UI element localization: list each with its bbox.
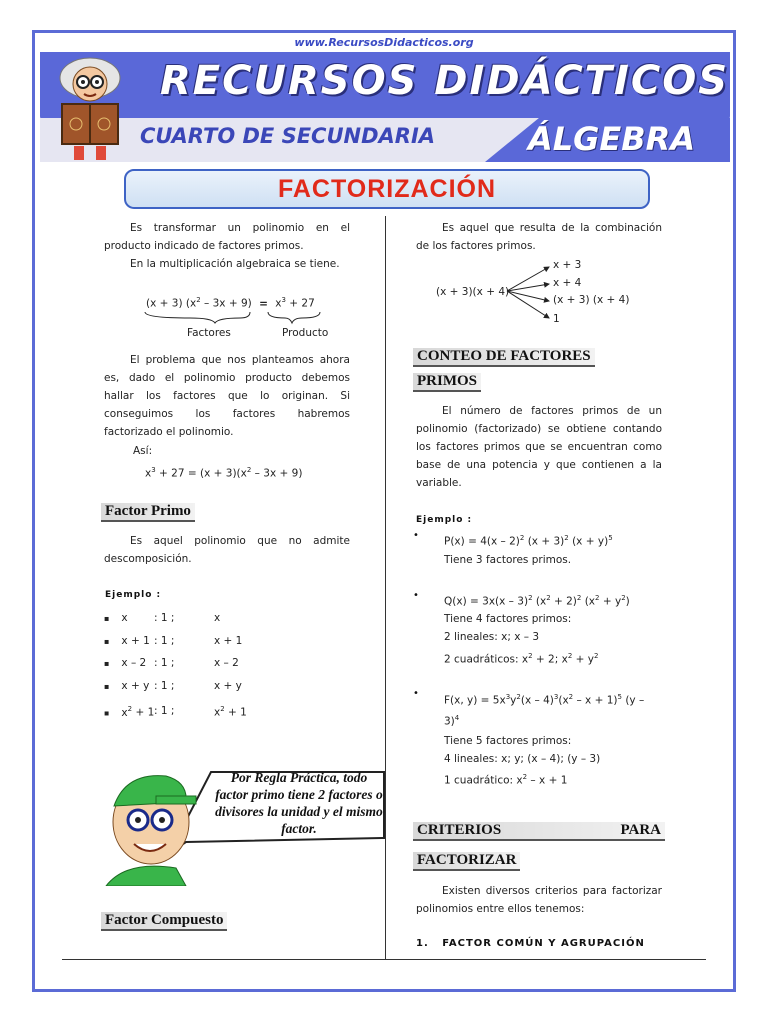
tree-leaf-4: 1 [553,313,560,325]
page-title: FACTORIZACIÓN [277,175,497,203]
professor-mascot-icon [44,54,136,164]
factor-primo-example-row: ▪ x + 1 : 1 ; x + 1 [104,635,243,647]
factor-primo-example-row: ▪ x – 2 : 1 ; x – 2 [104,657,239,669]
example-p-count: Tiene 3 factores primos. [444,554,572,566]
rule-bubble-text: Por Regla Práctica, todo factor primo tiene 2 factores o divisores la unidad y el mismo factor. [215,770,383,836]
example-q: Q(x) = 3x(x – 3)$^2$ $(x^2 + 2)^2$ $(x^2 + y^2)$ [444,594,630,608]
header-subject: ÁLGEBRA [528,120,696,158]
example-f-line-1: Tiene 5 factores primos: [444,735,572,747]
equation-main: (x + 3) $(x^2 - 3x + 9) = x^3 + 27$ [146,296,315,310]
label-factores: Factores [187,327,231,339]
heading-criterios-1: CRITERIOS PARA [413,822,665,841]
example-q-line-1: Tiene 4 factores primos: [444,613,572,625]
example-f: F(x, $y) = 5x^3y^2(x - 4)^3(x^2 - x + 1)^5$ (y – [444,693,645,707]
tree-arrows [505,262,555,322]
intro-paragraph-2: En la multiplicación algebraica se tiene. [130,258,340,270]
heading-criterios-2: FACTORIZAR [413,852,520,871]
equation-braces [140,310,340,326]
example-f-quad: 1 cuadrático: $x^2 - x + 1$ [444,773,568,787]
site-url: www.RecursosDidacticos.org [294,36,474,49]
heading-conteo-2: PRIMOS [413,373,481,392]
tree-leaf-3: (x + 3) (x + 4) [553,294,630,306]
factor-primo-example-row: ▪ x + y : 1 ; x + y [104,680,242,692]
tree-leaf-2: x + 4 [553,277,582,289]
example-q-line-2: 2 lineales: x; x – 3 [444,631,540,643]
page-title-box [124,169,650,209]
asi-label: Así: [133,445,153,457]
footer-divider [62,959,706,960]
criterios-text: Existen diversos criterios para factorizar polinomios entre ellos tenemos: [416,885,662,915]
criterio-item-1: 1. FACTOR COMÚN Y AGRUPACIÓN [416,938,645,949]
ejemplo-label-right: Ejemplo : [416,515,473,525]
example-f-cont: 3)$^4$ [444,714,460,728]
factor-primo-example-row: ▪ x : 1 ; x [104,612,221,624]
left-intro [104,219,350,273]
heading-factor-primo: Factor Primo [101,503,195,522]
header-grade: CUARTO DE SECUNDARIA [140,124,436,148]
heading-conteo-1: CONTEO DE FACTORES [413,348,595,367]
right-intro: Es aquel que resulta de la combinación de los factores primos. [416,222,662,252]
problem-paragraph: El problema que nos planteamos ahora es, dado el polinomio producto debemos hallar los factores que lo originan. Si conseguimos los factores habremos factorizado el polinomio. [104,354,350,438]
example-p: P(x) = 4(x – 2)$^2$ $(x + 3)^2$ $(x + y)^5$ [444,534,613,548]
label-producto: Producto [282,327,329,339]
intro-paragraph: Es transformar un polinomio en el producto indicado de factores primos. [104,222,350,252]
ejemplo-label-left: Ejemplo : [105,590,162,600]
tree-leaf-1: x + 3 [553,259,582,271]
heading-factor-compuesto: Factor Compuesto [101,912,227,931]
factor-primo-example-row: ▪ $x^2 + 1$ : 1 ; $x^2 + 1$ [104,705,247,719]
example-q-quad: 2 cuadráticos: $x^2 + 2$; $x^2 + y^2$ [444,652,599,666]
left-problem [104,351,350,441]
tree-root: (x + 3)(x + 4) [436,286,510,298]
equation-factored: $x^3 + 27 = (x + 3)(x^2 - 3x + 9)$ [145,466,303,480]
conteo-text: El número de factores primos de un polinomio (factorizado) se obtiene contando los factores primos que se encuentran como base de una potencia y que contienen a la variable. [416,405,662,489]
example-f-line-2: 4 lineales: x; y; (x – 4); (y – 3) [444,753,601,765]
factor-primo-def: Es aquel polinomio que no admite descomposición. [104,535,350,565]
header-title: RECURSOS DIDÁCTICOS [160,58,730,104]
